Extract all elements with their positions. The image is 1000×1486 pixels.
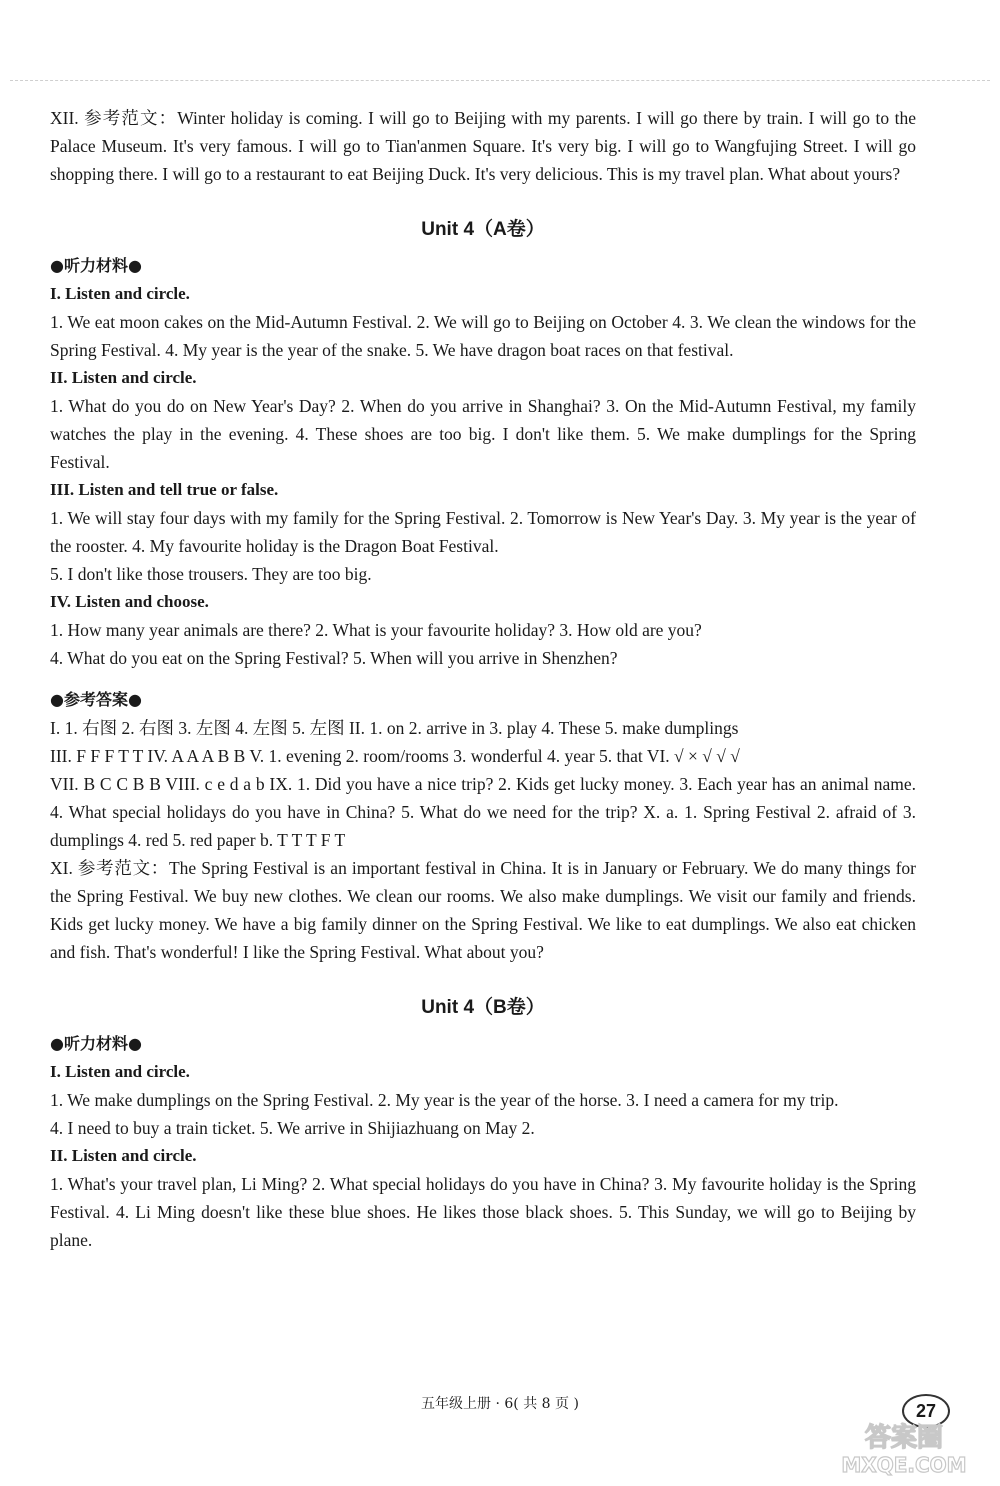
xii-sample-essay: XII. 参考范文：Winter holiday is coming. I will go to Beijing with my parents. I will go there by train. I will go to the Palace Museum. It's very famous. I will go to Tian'anmen Square. It's very big. I will go to Wangfujing Street. I will go shopping there. I will go to a restaurant to eat Beijing Duck. It's very delicious. This is my travel plan. What about yours? [50, 108, 916, 184]
unit-4b-listening-label: ●听力材料● [50, 1034, 142, 1053]
page-content [50, 104, 916, 1254]
watermark-logo-url: MXQE.COM [841, 1453, 967, 1477]
unit-4a-q4-text-2: 4. What do you eat on the Spring Festival? 5. When will you arrive in Shenzhen? [50, 648, 618, 668]
unit-4a-title: Unit 4（A卷） [421, 219, 545, 240]
unit-4a-answers-line-3: VII. B C C B B VIII. c e d a b IX. 1. Did you have a nice trip? 2. Kids get lucky money. 3. Each year has an animal name. 4. What special holidays do you have in China? 5. What do we need for the trip? X. a. 1. Spring Festival 2. afraid of 3. dumplings 4. red 5. red paper b. T T T F T [50, 774, 916, 850]
unit-4b-q2-text: 1. What's your travel plan, Li Ming? 2. What special holidays do you have in China? 3. My favourite holiday is the Spring Festival. 4. Li Ming doesn't like these blue shoes. He likes those black shoes. 5. This Sunday, we will go to Beijing by plane. [50, 1174, 916, 1250]
watermark-logo-lettering: 答案圈 [864, 1423, 944, 1453]
unit-4b-q2-heading: II. Listen and circle. [50, 1146, 197, 1165]
page-footer: 五年级上册 · 6( 共 8 页 ) [421, 1396, 579, 1412]
unit-4a-q4-heading: IV. Listen and choose. [50, 592, 209, 611]
unit-4b-q1-heading: I. Listen and circle. [50, 1062, 190, 1081]
top-divider [10, 80, 990, 81]
unit-4a-q1-heading: I. Listen and circle. [50, 284, 190, 303]
unit-4a-q3-heading: III. Listen and tell true or false. [50, 480, 279, 499]
page-number: 27 [902, 1394, 950, 1428]
unit-4a-q3-text-2: 5. I don't like those trousers. They are too big. [50, 564, 372, 584]
unit-4b-q1-text-2: 4. I need to buy a train ticket. 5. We arrive in Shijiazhuang on May 2. [50, 1118, 535, 1138]
unit-4a-listening-label: ●听力材料● [50, 256, 142, 275]
unit-4a-xi-sample-essay: XI. 参考范文：The Spring Festival is an important festival in China. It is in January or February. We do many things for the Spring Festival. We buy new clothes. We clean our rooms. We also make dumplings. We visit our family and friends. Kids get lucky money. We have a big family dinner on the Spring Festival. We like to eat dumplings. We also eat chicken and fish. That's wonderful! I like the Spring Festival. What about you? [50, 858, 916, 962]
unit-4a-answers-line-2: III. F F F T T IV. A A A B B V. 1. evening 2. room/rooms 3. wonderful 4. year 5. that VI. √ × √ √ √ [50, 746, 740, 766]
watermark-logo [812, 1418, 992, 1478]
unit-4b-title: Unit 4（B卷） [421, 997, 545, 1018]
unit-4a-answers-line-1: I. 1. 右图 2. 右图 3. 左图 4. 左图 5. 左图 II. 1. on 2. arrive in 3. play 4. These 5. make dumplings [50, 718, 739, 738]
unit-4b-q1-text-1: 1. We make dumplings on the Spring Festival. 2. My year is the year of the horse. 3. I need a camera for my trip. [50, 1090, 839, 1110]
unit-4a-q2-text: 1. What do you do on New Year's Day? 2. When do you arrive in Shanghai? 3. On the Mid-Autumn Festival, my family watches the play in the evening. 4. These shoes are too big. I don't like them. 5. We make dumplings for the Spring Festival. [50, 396, 916, 472]
unit-4a-answers-label: ●参考答案● [50, 690, 142, 709]
unit-4a-q2-heading: II. Listen and circle. [50, 368, 197, 387]
unit-4a-q3-text-1: 1. We will stay four days with my family for the Spring Festival. 2. Tomorrow is New Year's Day. 3. My year is the year of the rooster. 4. My favourite holiday is the Dragon Boat Festival. [50, 508, 916, 556]
unit-4a-q1-text: 1. We eat moon cakes on the Mid-Autumn Festival. 2. We will go to Beijing on October 4. 3. We clean the windows for the Spring Festival. 4. My year is the year of the snake. 5. We have dragon boat races on that festival. [50, 312, 916, 360]
unit-4a-q4-text-1: 1. How many year animals are there? 2. What is your favourite holiday? 3. How old are you? [50, 620, 702, 640]
